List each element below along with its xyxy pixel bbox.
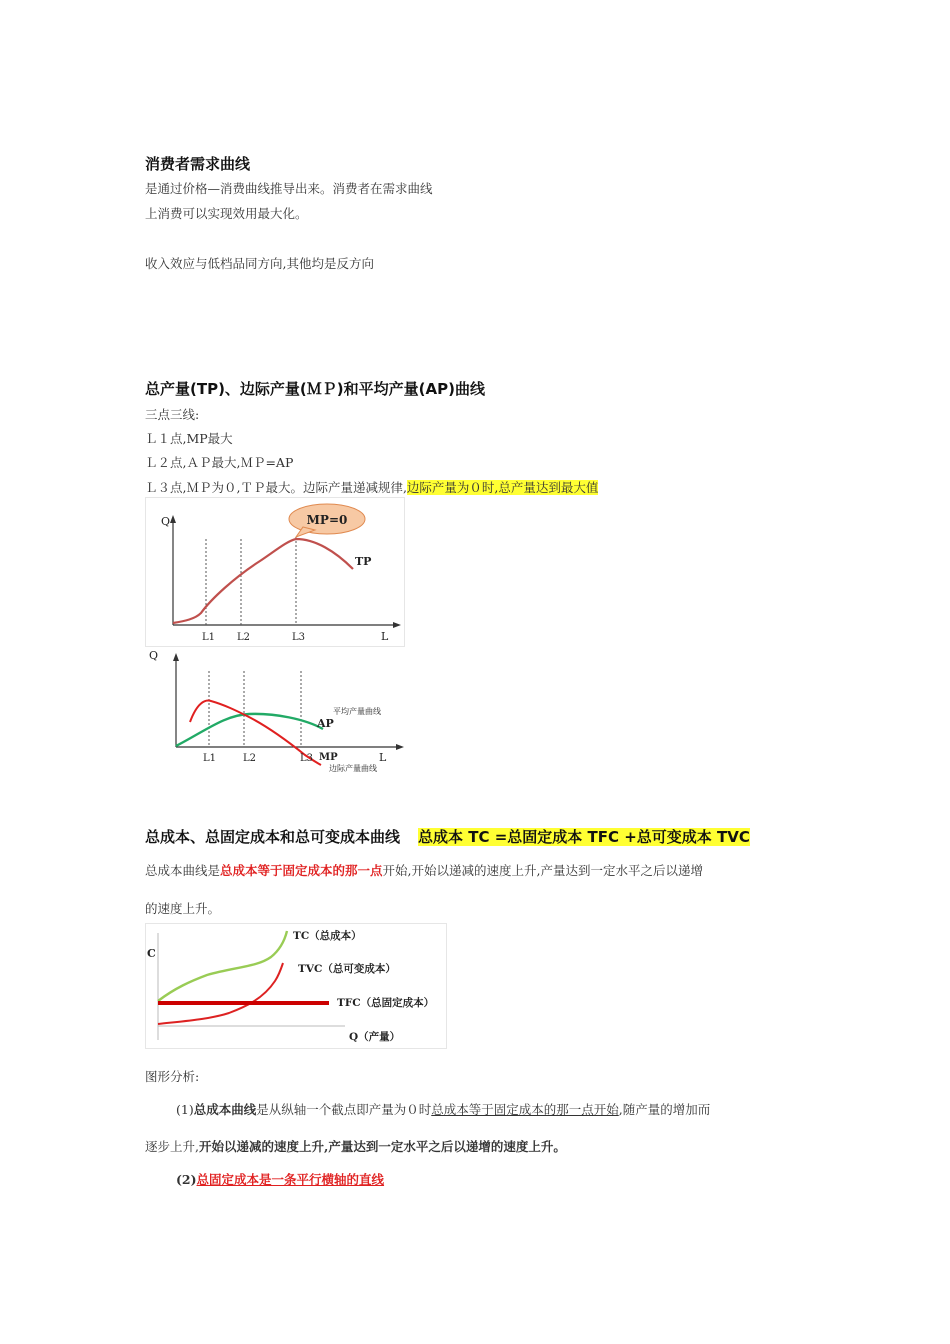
paragraph-line: Ｌ２点,ＡＰ最大,ＭＰ=AP	[145, 455, 294, 470]
tp-curve-figure	[145, 497, 405, 647]
emphasis-underlined-text: 总固定成本是一条平行横轴的直线	[196, 1172, 385, 1187]
tfc-line-label: TFC（总固定成本）	[337, 997, 435, 1009]
tc-curve-label: TC（总成本）	[293, 930, 362, 942]
y-axis-arrow-icon	[173, 653, 179, 661]
mp-curve-label: MP	[319, 752, 338, 763]
text-run: Ｌ３点,ＭＰ为０,ＴＰ最大。边际产量递减规律,	[145, 480, 407, 495]
item-number: (1)	[176, 1102, 194, 1117]
tick-label-l3: L3	[300, 753, 314, 764]
x-axis-arrow-icon	[393, 622, 401, 628]
mp-curve-caption: 边际产量曲线	[329, 764, 377, 773]
tick-label-l3: L3	[292, 632, 306, 643]
tvc-curve-label: TVC（总可变成本）	[298, 963, 396, 975]
text-run: 总成本曲线是	[145, 863, 221, 878]
x-axis-label: Q（产量）	[349, 1031, 401, 1043]
section-heading-demand: 消费者需求曲线	[145, 155, 251, 173]
tick-label-l1: L1	[202, 632, 216, 643]
ap-curve	[176, 714, 323, 746]
bold-text: 总成本曲线	[193, 1102, 257, 1117]
ap-curve-caption: 平均产量曲线	[333, 707, 381, 716]
underlined-text: 总成本等于固定成本的那一点开始	[431, 1102, 619, 1117]
analysis-item-2	[176, 1170, 384, 1188]
highlighted-text: 边际产量为０时,总产量达到最大值	[406, 480, 599, 495]
tp-curve	[173, 539, 353, 623]
section-heading-cost	[145, 826, 750, 847]
section-heading-production: 总产量(TP)、边际产量(ＭＰ)和平均产量(AP)曲线	[145, 380, 485, 398]
tp-curve-svg	[145, 497, 405, 647]
highlighted-formula: 总成本 TC =总固定成本 TFC +总可变成本 TVC	[418, 828, 750, 846]
paragraph-line: 三点三线:	[145, 407, 200, 422]
text-run: 逐步上升,	[145, 1139, 199, 1154]
paragraph-line	[145, 861, 703, 879]
text-run: 开始,开始以递减的速度上升,产量达到一定水平之后以递增	[382, 863, 703, 878]
ap-mp-curve-figure	[145, 647, 410, 775]
analysis-title: 图形分析:	[145, 1069, 200, 1084]
x-axis-label: L	[379, 751, 387, 764]
cost-curve-figure	[145, 923, 447, 1049]
paragraph-line: Ｌ１点,MP最大	[145, 431, 233, 446]
heading-text: 总成本、总固定成本和总可变成本曲线	[145, 828, 401, 846]
text-run: ,随产量的增加而	[618, 1102, 711, 1117]
tick-label-l1: L1	[203, 753, 217, 764]
cost-curve-svg	[145, 923, 447, 1049]
y-axis-arrow-icon	[170, 515, 176, 523]
x-axis-label: L	[381, 630, 389, 643]
tick-label-l2: L2	[237, 632, 251, 643]
emphasis-text: 总成本等于固定成本的那一点	[220, 863, 383, 878]
y-axis-label: Q	[149, 649, 159, 662]
analysis-item-1-line-1	[176, 1100, 710, 1118]
ap-curve-label: AP	[317, 717, 334, 730]
tick-label-l2: L2	[243, 753, 257, 764]
y-axis-label: Q	[161, 515, 171, 528]
analysis-item-1-line-2	[145, 1137, 566, 1155]
y-axis-label: C	[147, 947, 156, 960]
paragraph-line: 是通过价格—消费曲线推导出来。消费者在需求曲线	[145, 181, 433, 196]
tp-curve-label: TP	[355, 555, 372, 568]
paragraph-line: 上消费可以实现效用最大化。	[145, 206, 308, 221]
item-number: (2)	[176, 1172, 197, 1187]
paragraph-line: 的速度上升。	[145, 901, 221, 916]
bold-text: 开始以递减的速度上升,产量达到一定水平之后以递增的速度上升。	[198, 1139, 566, 1154]
ap-mp-curve-svg	[145, 647, 410, 775]
x-axis-arrow-icon	[396, 744, 404, 750]
mp-callout-text: MP=0	[306, 513, 348, 527]
paragraph-line	[145, 478, 598, 496]
paragraph-line: 收入效应与低档品同方向,其他均是反方向	[145, 256, 374, 271]
text-run: 是从纵轴一个截点即产量为０时	[256, 1102, 432, 1117]
